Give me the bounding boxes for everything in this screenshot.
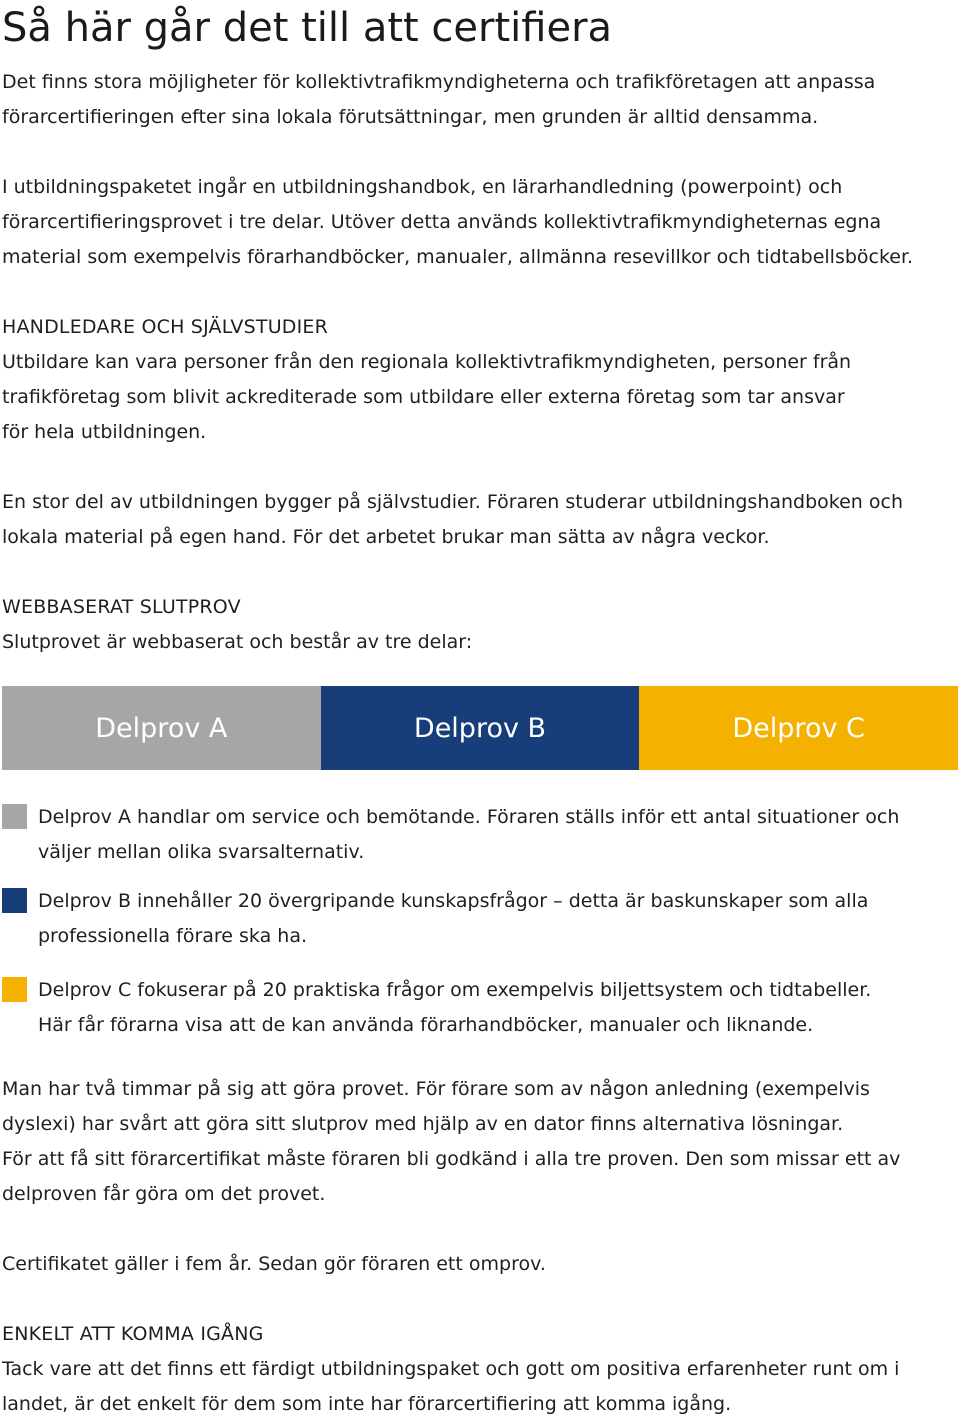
intro-paragraph-2-line-2: förarcertifieringsprovet i tre delar. Utöver detta används kollektivtrafikmyndigheternas egna <box>2 211 882 233</box>
slutprov-time-line-4: delproven får göra om det provet. <box>2 1183 326 1205</box>
handledare-paragraph-1-line-3: för hela utbildningen. <box>2 421 207 443</box>
slutprov-intro: Slutprovet är webbaserat och består av tre delar: <box>2 631 473 653</box>
gray-square-icon <box>2 804 27 829</box>
intro-paragraph-1-line-1: Det finns stora möjligheter för kollektivtrafikmyndigheterna och trafikföretagen att anpassa <box>2 71 876 93</box>
delprov-a-line-1: Delprov A handlar om service och bemötande. Föraren ställs inför ett antal situationer och <box>38 806 900 828</box>
section-heading-enkelt: ENKELT ATT KOMMA IGÅNG <box>2 1323 264 1345</box>
blue-square-icon <box>2 888 27 913</box>
delprov-c-line-2: Här får förarna visa att de kan använda förarhandböcker, manualer och liknande. <box>38 1014 814 1036</box>
certificate-validity: Certifikatet gäller i fem år. Sedan gör föraren ett omprov. <box>2 1253 546 1275</box>
intro-paragraph-2-line-3: material som exempelvis förarhandböcker, manualer, allmänna resevillkor och tidtabellsböcker. <box>2 246 914 268</box>
handledare-paragraph-1-line-1: Utbildare kan vara personer från den regionala kollektivtrafikmyndigheten, personer från <box>2 351 852 373</box>
handledare-paragraph-1-line-2: trafikföretag som blivit ackrediterade som utbildare eller externa företag som tar ansvar <box>2 386 845 408</box>
yellow-square-icon <box>2 977 27 1002</box>
delprov-a-block: Delprov A <box>2 686 321 770</box>
delprov-b-block: Delprov B <box>321 686 640 770</box>
handledare-paragraph-2-line-1: En stor del av utbildningen bygger på självstudier. Föraren studerar utbildningshandboken och <box>2 491 904 513</box>
delprov-a-line-2: väljer mellan olika svarsalternativ. <box>38 841 365 863</box>
page-title: Så här går det till att certifiera <box>2 5 613 51</box>
handledare-paragraph-2-line-2: lokala material på egen hand. För det arbetet brukar man sätta av några veckor. <box>2 526 770 548</box>
section-heading-handledare: HANDLEDARE OCH SJÄLVSTUDIER <box>2 316 329 338</box>
section-heading-slutprov: WEBBASERAT SLUTPROV <box>2 596 241 618</box>
enkelt-paragraph-line-2: landet, är det enkelt för dem som inte har förarcertifiering att komma igång. <box>2 1393 732 1415</box>
delprov-bar <box>2 686 958 770</box>
enkelt-paragraph-line-1: Tack vare att det finns ett färdigt utbildningspaket och gott om positiva erfarenheter runt om i <box>2 1358 900 1380</box>
intro-paragraph-1-line-2: förarcertifieringen efter sina lokala förutsättningar, men grunden är alltid densamma. <box>2 106 819 128</box>
delprov-b-line-1: Delprov B innehåller 20 övergripande kunskapsfrågor – detta är baskunskaper som alla <box>38 890 869 912</box>
delprov-c-line-1: Delprov C fokuserar på 20 praktiska frågor om exempelvis biljettsystem och tidtabeller. <box>38 979 872 1001</box>
delprov-c-block: Delprov C <box>639 686 958 770</box>
delprov-b-line-2: professionella förare ska ha. <box>38 925 307 947</box>
intro-paragraph-2-line-1: I utbildningspaketet ingår en utbildningshandbok, en lärarhandledning (powerpoint) och <box>2 176 843 198</box>
slutprov-time-line-1: Man har två timmar på sig att göra provet. För förare som av någon anledning (exempelvis <box>2 1078 870 1100</box>
slutprov-time-line-2: dyslexi) har svårt att göra sitt slutprov med hjälp av en dator finns alternativa lösningar. <box>2 1113 844 1135</box>
slutprov-time-line-3: För att få sitt förarcertifikat måste föraren bli godkänd i alla tre proven. Den som missar ett av <box>2 1148 901 1170</box>
